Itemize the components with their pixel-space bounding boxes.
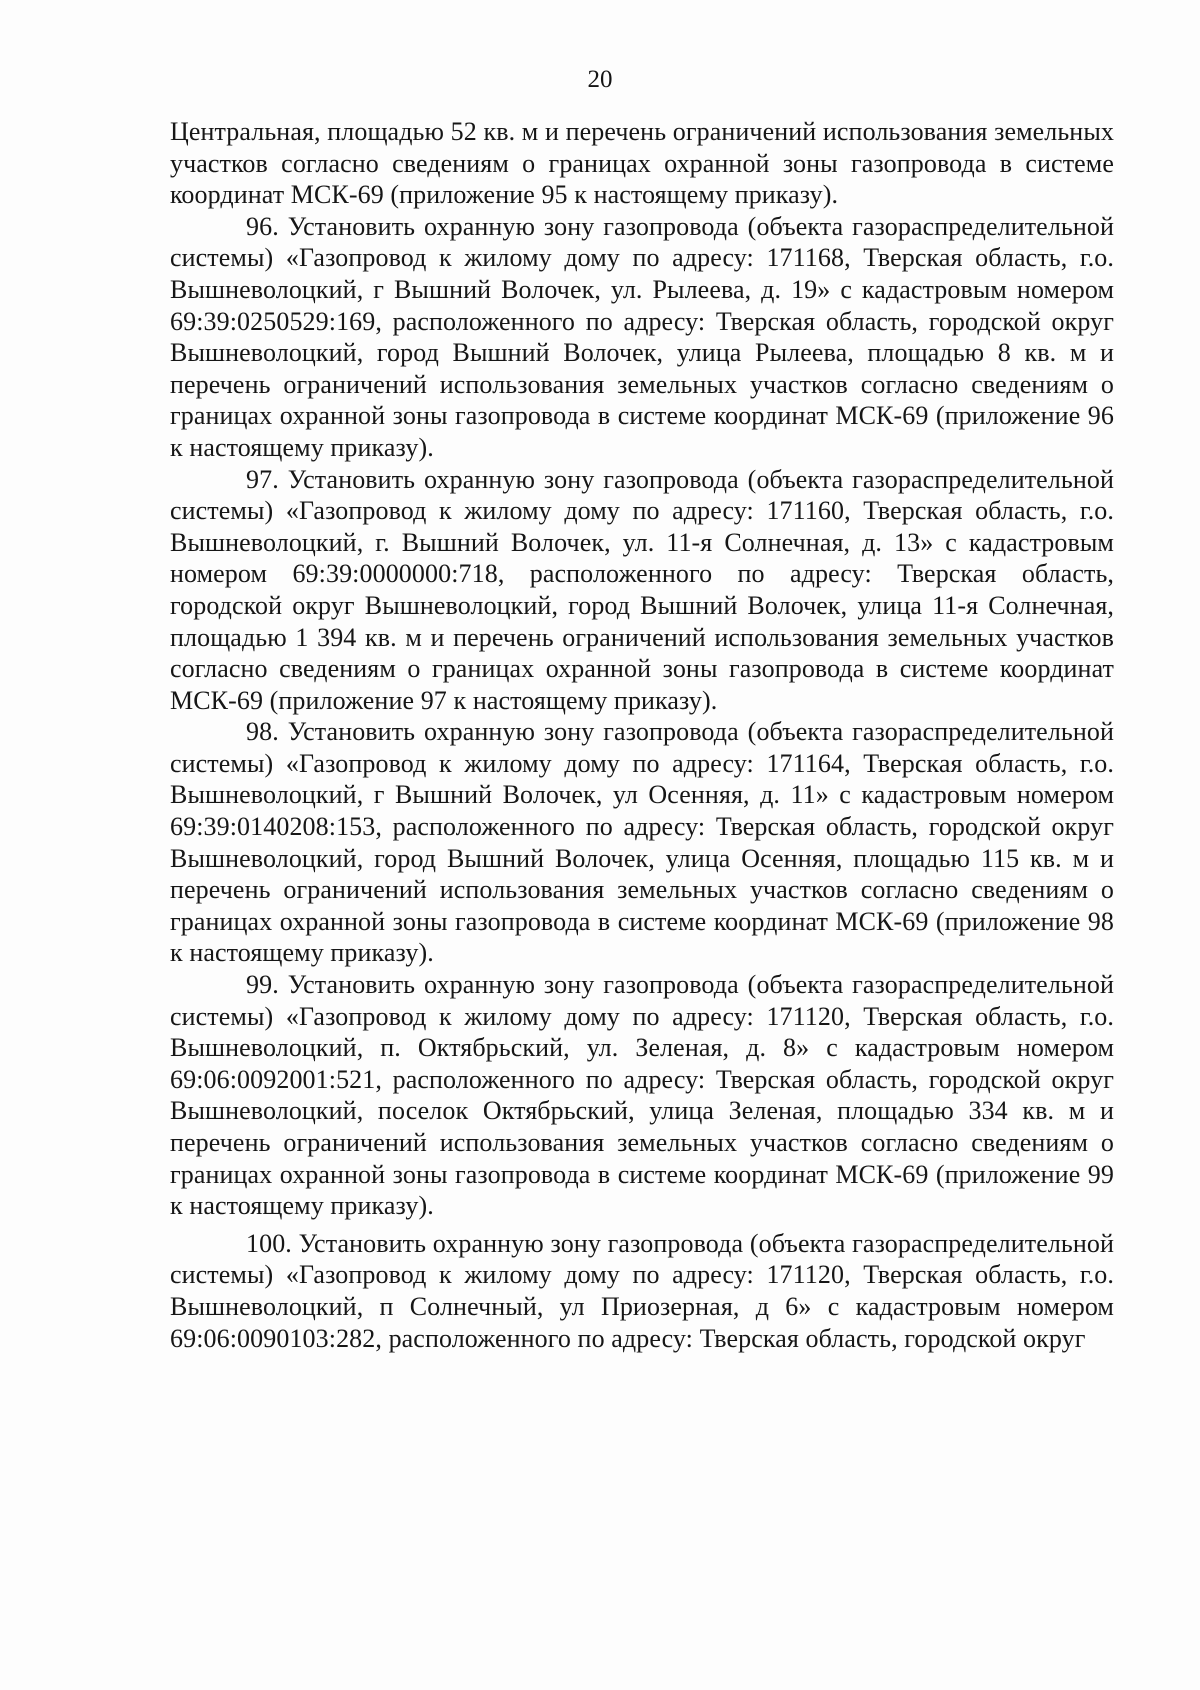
paragraph-text: Установить охранную зону газопровода (объекта газораспределительной системы) «Газопровод к жилому дому по адресу: 171160, Тверская область, г.о. Вышневолоцкий, г. Вышний Волочек, ул. 11-я Солнечная, д. 13» с кадастровым номером 69:39:0000000:718, расположенного по адресу: Тверская область, городской округ Вышневолоцкий, город Вышний Волочек, улица 11-я Солнечная, площадью 1 394 кв. м и перечень ограничений использования земельных участков согласно сведениям о границах охранной зоны газопровода в системе координат МСК-69 (приложение 97 к настоящему приказу). bbox=[170, 464, 1114, 715]
paragraph-continuation bbox=[170, 116, 1114, 211]
paragraph-number: 97. bbox=[246, 464, 279, 494]
paragraph-number: 98. bbox=[246, 717, 279, 747]
page-number: 20 bbox=[587, 66, 613, 93]
paragraph-98 bbox=[170, 716, 1114, 969]
paragraph-number: 96. bbox=[246, 211, 279, 241]
paragraph-100 bbox=[170, 1228, 1114, 1354]
paragraph-text: Центральная, площадью 52 кв. м и перечень ограничений использования земельных участков согласно сведениям о границах охранной зоны газопровода в системе координат МСК-69 (приложение 95 к настоящему приказу). bbox=[170, 117, 1114, 210]
paragraph-99 bbox=[170, 969, 1114, 1222]
paragraph-number: 100. bbox=[246, 1228, 292, 1258]
paragraph-text: Установить охранную зону газопровода (объекта газораспределительной системы) «Газопровод к жилому дому по адресу: 171168, Тверская область, г.о. Вышневолоцкий, г Вышний Волочек, ул. Рылеева, д. 19» с кадастровым номером 69:39:0250529:169, расположенного по адресу: Тверская область, городской округ Вышневолоцкий, город Вышний Волочек, улица Рылеева, площадью 8 кв. м и перечень ограничений использования земельных участков согласно сведениям о границах охранной зоны газопровода в системе координат МСК-69 (приложение 96 к настоящему приказу). bbox=[170, 211, 1114, 462]
paragraph-96 bbox=[170, 211, 1114, 464]
paragraph-number: 99. bbox=[246, 970, 279, 1000]
document-body bbox=[170, 116, 1114, 1354]
paragraph-97 bbox=[170, 464, 1114, 717]
paragraph-text: Установить охранную зону газопровода (объекта газораспределительной системы) «Газопровод к жилому дому по адресу: 171120, Тверская область, г.о. Вышневолоцкий, п Солнечный, ул Приозерная, д 6» с кадастровым номером 69:06:0090103:282, расположенного по адресу: Тверская область, городской округ bbox=[170, 1228, 1114, 1353]
paragraph-text: Установить охранную зону газопровода (объекта газораспределительной системы) «Газопровод к жилому дому по адресу: 171120, Тверская область, г.о. Вышневолоцкий, п. Октябрьский, ул. Зеленая, д. 8» с кадастровым номером 69:06:0092001:521, расположенного по адресу: Тверская область, городской округ Вышневолоцкий, поселок Октябрьский, улица Зеленая, площадью 334 кв. м и перечень ограничений использования земельных участков согласно сведениям о границах охранной зоны газопровода в системе координат МСК-69 (приложение 99 к настоящему приказу). bbox=[170, 970, 1114, 1221]
paragraph-text: Установить охранную зону газопровода (объекта газораспределительной системы) «Газопровод к жилому дому по адресу: 171164, Тверская область, г.о. Вышневолоцкий, г Вышний Волочек, ул Осенняя, д. 11» с кадастровым номером 69:39:0140208:153, расположенного по адресу: Тверская область, городской округ Вышневолоцкий, город Вышний Волочек, улица Осенняя, площадью 115 кв. м и перечень ограничений использования земельных участков согласно сведениям о границах охранной зоны газопровода в системе координат МСК-69 (приложение 98 к настоящему приказу). bbox=[170, 717, 1114, 968]
